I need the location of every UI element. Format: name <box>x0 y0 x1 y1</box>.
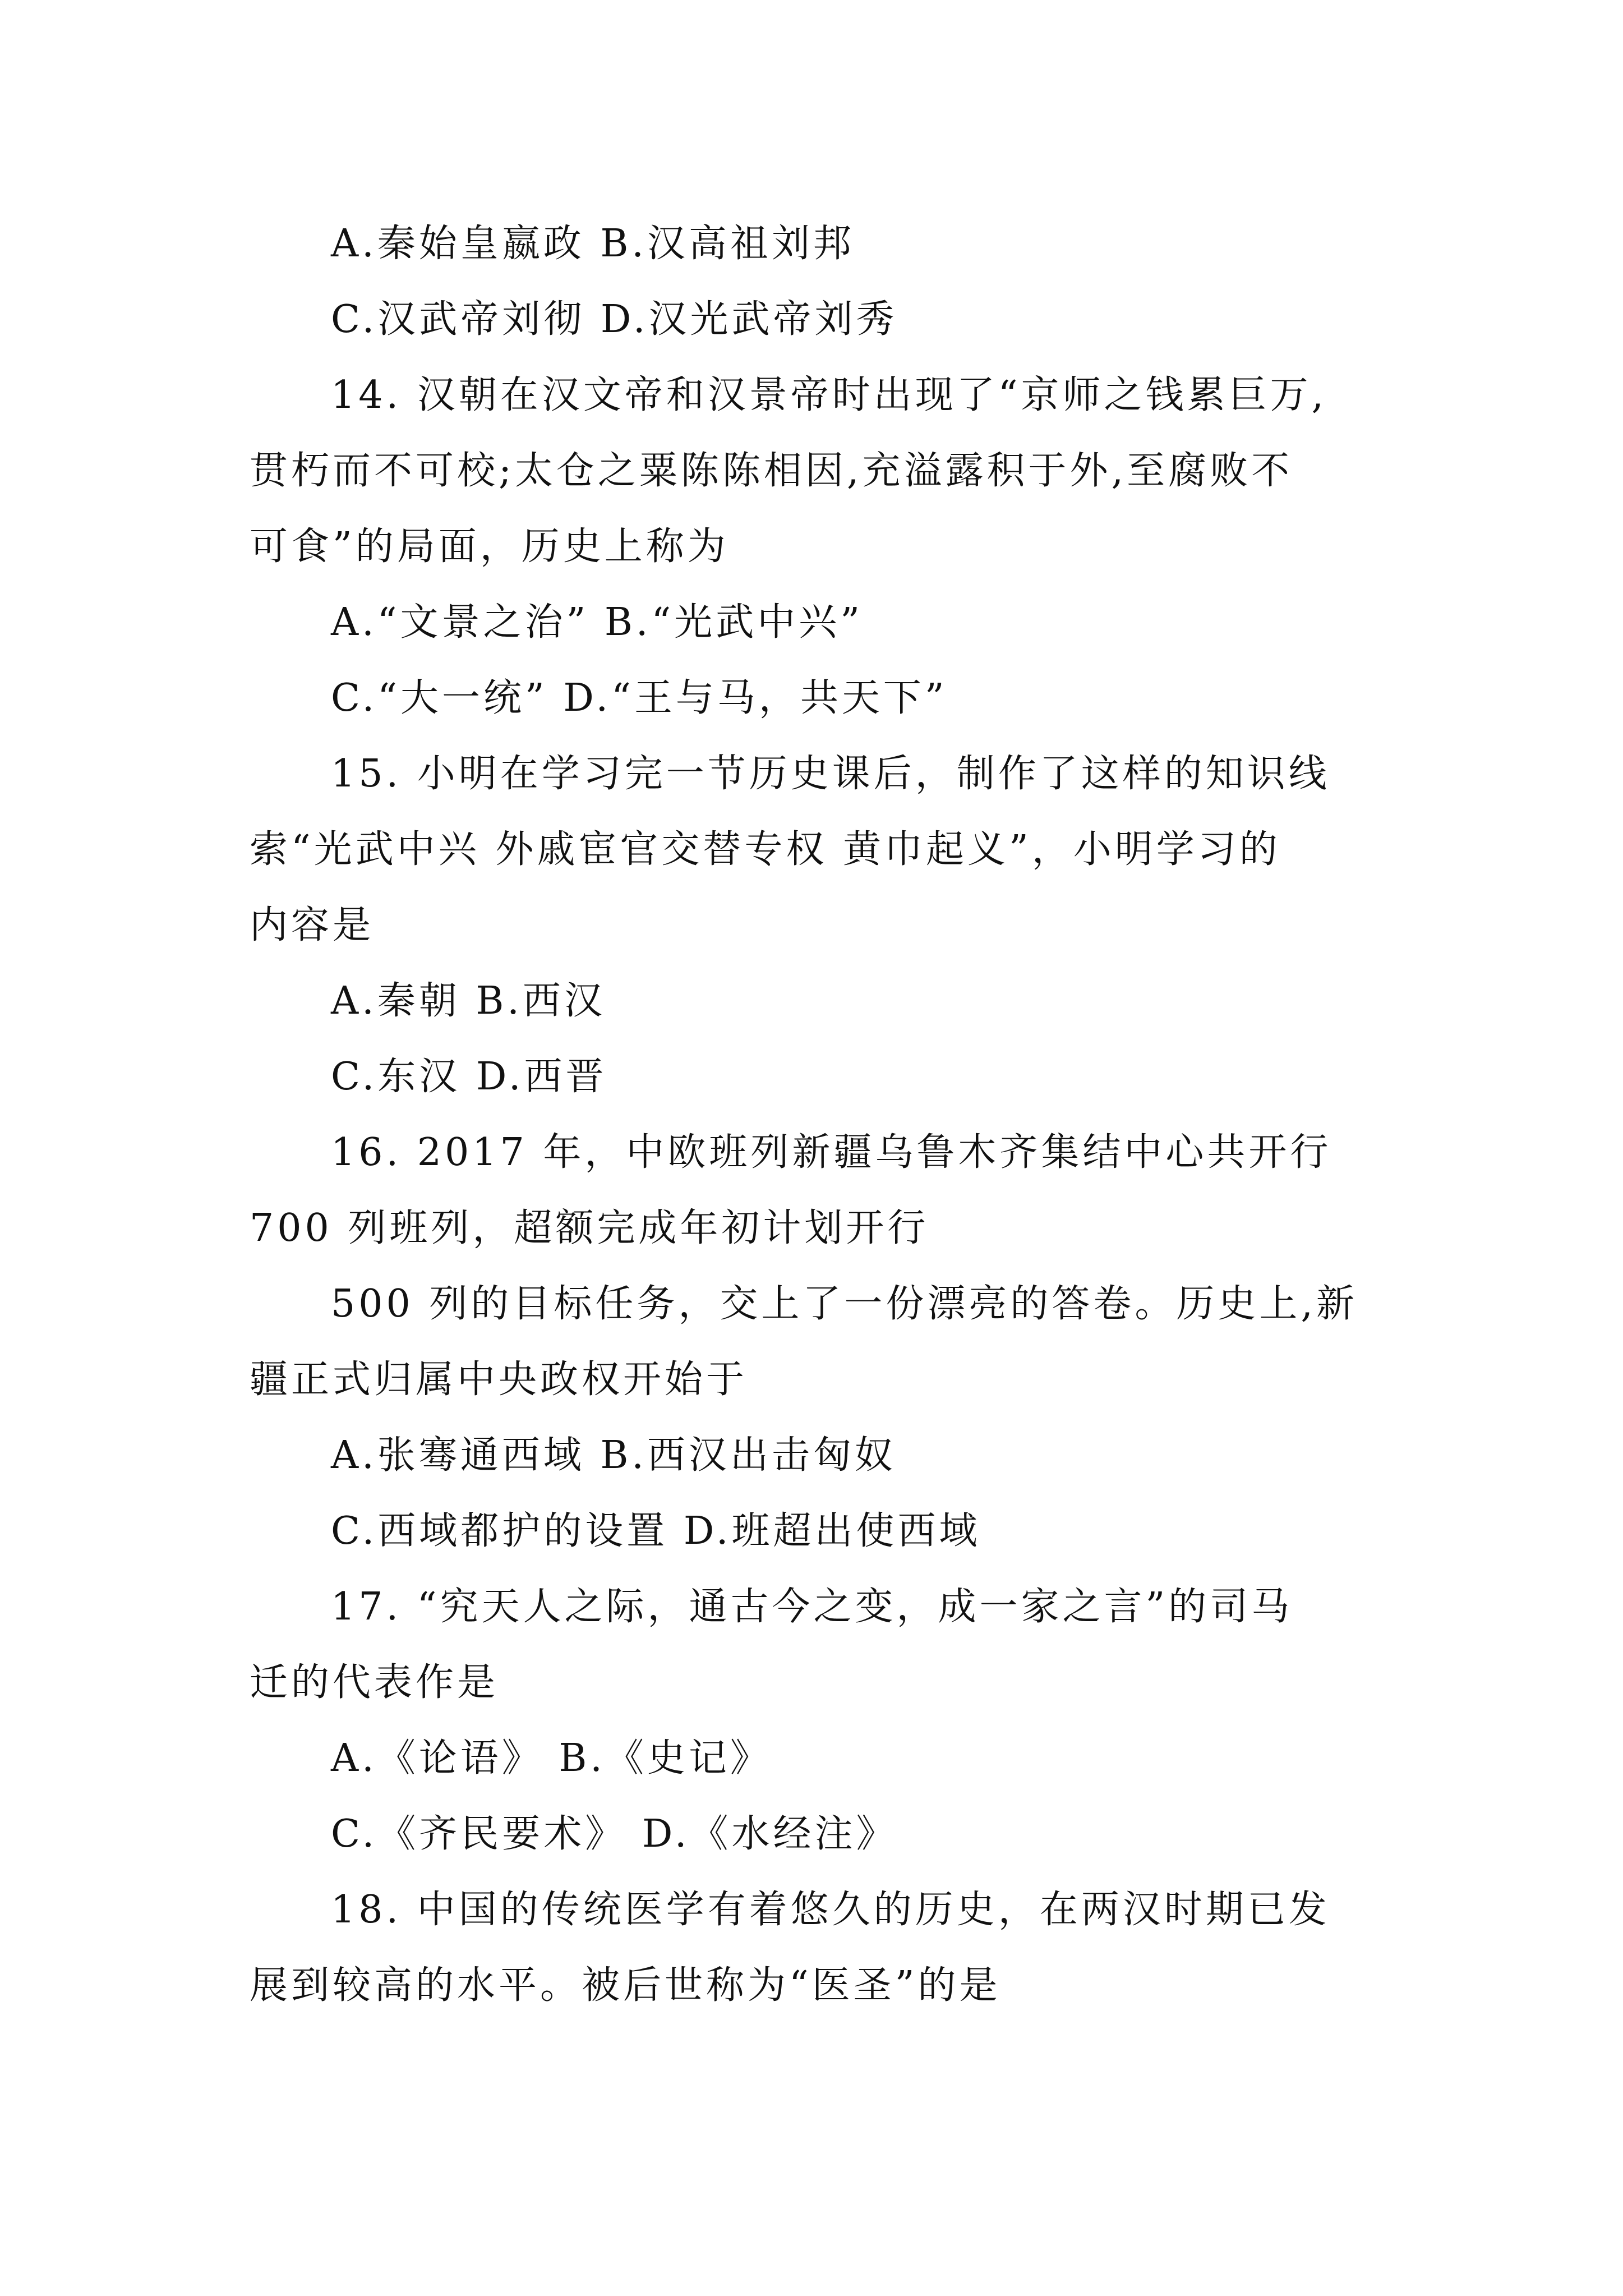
option-line: C.东汉 D.西晋 <box>331 1055 607 1099</box>
option-line: C.“大一统” D.“王与马，共天下” <box>331 676 948 720</box>
question-line: 500 列的目标任务，交上了一份漂亮的答卷。历史上,新 <box>331 1282 1358 1326</box>
question-18: 18. 中国的传统医学有着悠久的历史，在两汉时期已发 <box>331 1888 1330 1932</box>
option-line: C.《齐民要术》 D.《水经注》 <box>331 1812 898 1856</box>
option-line: A.《论语》 B.《史记》 <box>331 1736 772 1780</box>
question-line: 疆正式归属中央政权开始于 <box>250 1358 748 1402</box>
option-line: A.秦始皇嬴政 B.汉高祖刘邦 <box>331 222 855 266</box>
option-line: A.张骞通西域 B.西汉出击匈奴 <box>331 1433 896 1478</box>
question-16: 16. 2017 年，中欧班列新疆乌鲁木齐集结中心共开行 <box>331 1130 1332 1175</box>
question-line: 可食”的局面，历史上称为 <box>250 524 729 569</box>
option-line: C.汉武帝刘彻 D.汉光武帝刘秀 <box>331 297 898 342</box>
option-line: C.西域都护的设置 D.班超出使西域 <box>331 1509 981 1553</box>
question-line: 内容是 <box>250 903 375 947</box>
question-line: 迁的代表作是 <box>250 1660 499 1705</box>
question-14: 14. 汉朝在汉文帝和汉景帝时出现了“京师之钱累巨万, <box>331 373 1327 417</box>
question-15: 15. 小明在学习完一节历史课后，制作了这样的知识线 <box>331 752 1330 796</box>
question-line: 索“光武中兴 外戚宦官交替专权 黄巾起义”，小明学习的 <box>250 827 1281 872</box>
question-line: 700 列班列，超额完成年初计划开行 <box>250 1206 929 1250</box>
option-line: A.秦朝 B.西汉 <box>331 979 606 1023</box>
question-17: 17. “究天人之际，通古今之变，成一家之言”的司马 <box>331 1585 1293 1629</box>
option-line: A.“文景之治” B.“光武中兴” <box>331 600 863 645</box>
question-line: 展到较高的水平。被后世称为“医圣”的是 <box>250 1963 1001 2008</box>
question-line: 贯朽而不可校;太仓之粟陈陈相因,充溢露积于外,至腐败不 <box>250 449 1293 493</box>
